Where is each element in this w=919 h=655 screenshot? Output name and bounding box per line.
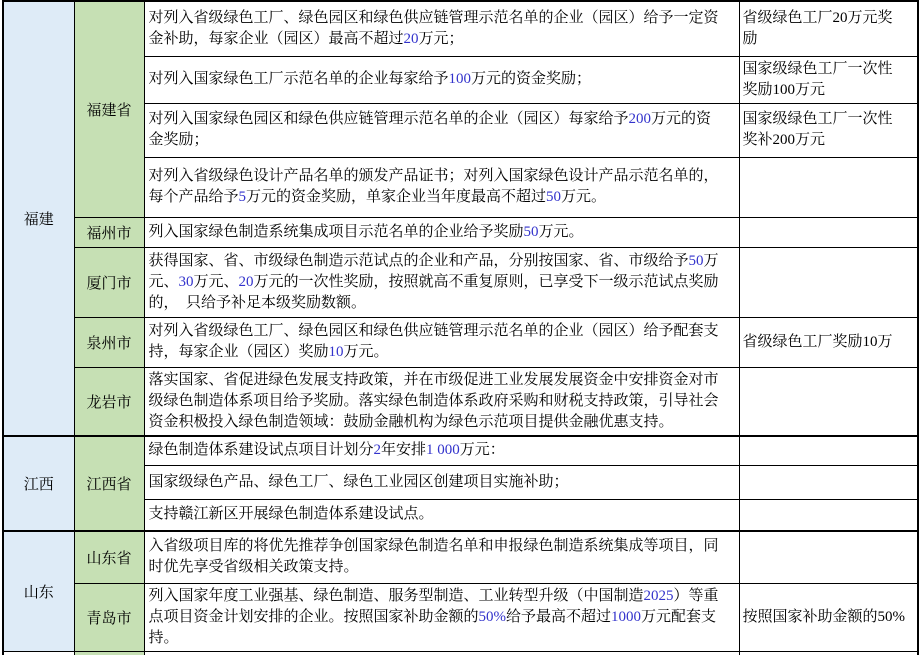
note-cell [739, 367, 918, 436]
note-cell [739, 436, 918, 466]
policy-cell: 国家级绿色产品、绿色工厂、绿色工业园区创建项目实施补助； [144, 466, 739, 500]
table-row [3, 367, 918, 436]
note-cell [739, 157, 918, 217]
city-cell-fujiansheng: 福建省 [74, 1, 144, 217]
policy-cell: 获得国家、省、市级绿色制造示范试点的企业和产品，分别按国家、省、市级给予50万元、30万元、20万元的一次性奖励，按照就高不重复原则，已享受下一级示范试点奖励的， 只给予补足本级奖励数额。 [144, 247, 739, 317]
number-text: 5 [238, 189, 247, 205]
policy-cell: 列入国家年度工业强基、绿色制造、服务型制造、工业转型升级（中国制造2025）等重 点项目资金计划安排的企业。按照国家补助金额的50%给予最高不超过1000万元配套支持。 [144, 584, 739, 652]
policy-cell: 对列入省级绿色工厂、绿色园区和绿色供应链管理示范名单的企业（园区）给予一定资金补助，每家企业（园区）最高不超过20万元； [144, 1, 739, 56]
policy-cell: 对列入国家绿色工厂示范名单的企业每家给予100万元的资金奖励； [144, 56, 739, 103]
province-cell-shandong: 山东 [3, 531, 74, 652]
note-cell-empty [739, 652, 918, 655]
province-cell-fujian: 福建 [3, 1, 74, 436]
note-cell [739, 466, 918, 500]
number-text: 2025 [643, 588, 674, 604]
city-cell-xiamen: 厦门市 [74, 247, 144, 317]
table-row [3, 217, 918, 247]
policy-cell: 对列入省级绿色工厂、绿色园区和绿色供应链管理示范名单的企业（园区）给予配套支持，每家企业（园区）奖励10万元。 [144, 317, 739, 367]
number-text: 50 [523, 223, 539, 240]
table-row [3, 247, 918, 317]
number-text: 20 [403, 30, 419, 47]
policy-table [2, 0, 919, 655]
number-text: 30 [178, 273, 194, 290]
table-row [3, 584, 918, 652]
note-cell: 按照国家补助金额的50% [739, 584, 918, 652]
number-text: 50 [688, 252, 704, 269]
number-text: 50 [546, 189, 562, 205]
note-cell: 国家级绿色工厂一次性奖补200万元 [739, 103, 918, 157]
city-cell-fuzhou: 福州市 [74, 217, 144, 247]
city-cell-empty [74, 652, 144, 655]
table-row-cutoff [3, 652, 918, 655]
city-cell-longyan: 龙岩市 [74, 367, 144, 436]
policy-cell: 落实国家、省促进绿色发展支持政策，并在市级促进工业发展发展资金中安排资金对市级绿色制造体系项目给予奖励。落实绿色制造体系政府采购和财税支持政策，引导社会资金积极投入绿色制造领域：鼓励金融机构为绿色示范项目提供金融优惠支持。 [144, 367, 739, 436]
note-cell [739, 247, 918, 317]
note-cell [739, 217, 918, 247]
city-cell-quanzhou: 泉州市 [74, 317, 144, 367]
province-cell-jiangxi: 江西 [3, 436, 74, 531]
policy-cell: 列入国家绿色制造系统集成项目示范名单的企业给予奖励50万元。 [144, 217, 739, 247]
table-row [3, 317, 918, 367]
number-text: 2 [373, 442, 382, 459]
number-text: 100 [448, 71, 472, 87]
table-row [3, 436, 918, 466]
number-text: 50% [478, 609, 507, 625]
note-cell [739, 500, 918, 531]
number-text: 1 000 [426, 442, 460, 459]
number-text: 10 [328, 344, 344, 360]
policy-cell-empty [144, 652, 739, 655]
city-cell-shandongsheng: 山东省 [74, 531, 144, 584]
policy-cell: 绿色制造体系建设试点项目计划分2年安排1 000万元： [144, 436, 739, 466]
policy-cell: 对列入国家绿色园区和绿色供应链管理示范名单的企业（园区）每家给予200万元的资金奖励； [144, 103, 739, 157]
note-cell [739, 531, 918, 584]
note-cell: 省级绿色工厂奖励10万 [739, 317, 918, 367]
note-cell: 国家级绿色工厂一次性奖励100万元 [739, 56, 918, 103]
number-text: 20 [238, 273, 254, 290]
number-text: 200 [628, 111, 652, 127]
policy-cell: 对列入省级绿色设计产品名单的颁发产品证书；对列入国家绿色设计产品示范名单的，每个产品给予5万元的资金奖励，单家企业当年度最高不超过50万元。 [144, 157, 739, 217]
table-row [3, 531, 918, 584]
city-cell-qingdao: 青岛市 [74, 584, 144, 652]
note-cell: 省级绿色工厂20万元奖励 [739, 1, 918, 56]
province-cell-empty [3, 652, 74, 655]
number-text: 1000 [611, 609, 642, 625]
policy-cell: 入省级项目库的将优先推荐争创国家绿色制造名单和申报绿色制造系统集成等项目，同时优先享受省级相关政策支持。 [144, 531, 739, 584]
table-row [3, 1, 918, 56]
city-cell-jiangxisheng: 江西省 [74, 436, 144, 531]
policy-cell: 支持赣江新区开展绿色制造体系建设试点。 [144, 500, 739, 531]
